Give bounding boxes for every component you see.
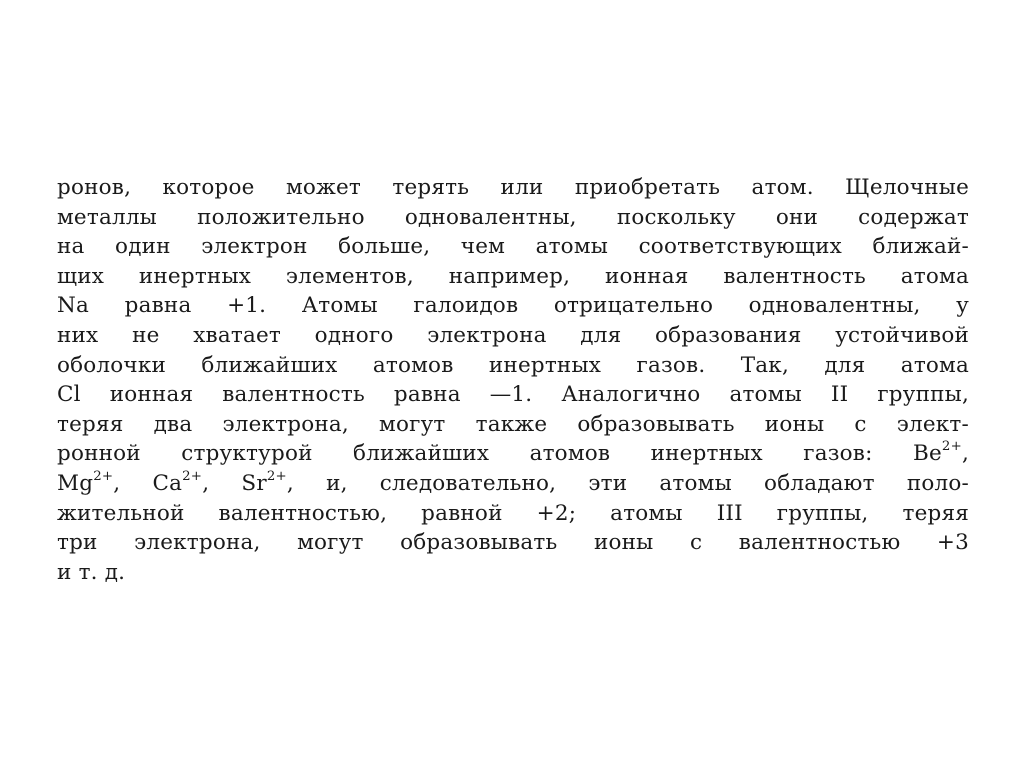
text-line: на один электрон больше, чем атомы соответствующих ближай- [57, 234, 969, 260]
charge-superscript: 2+ [182, 468, 203, 484]
separator: , [113, 470, 153, 496]
text-block [57, 173, 969, 587]
text-line: щих инертных элементов, например, ионная валентность атома [57, 263, 969, 289]
text-line: ронов, которое может терять или приобретать атом. Щелочные [57, 175, 969, 200]
charge-superscript: 2+ [266, 468, 287, 484]
line-text: , и, следовательно, эти атомы обладают поло- [286, 470, 969, 496]
text-line: теряя два электрона, могут также образовывать ионы с элект- [57, 411, 969, 437]
line-punct: , [961, 441, 969, 467]
element-mg: Mg [57, 470, 94, 496]
text-line: них не хватает одного электрона для образования устойчивой [57, 322, 969, 348]
element-sr: Sr [241, 470, 267, 496]
text-line: и т. д. [57, 559, 126, 585]
text-line [57, 439, 969, 469]
text-line: жительной валентностью, равной +2; атомы III группы, теряя [57, 500, 969, 526]
text-line: три электрона, могут образовывать ионы с валентностью +3 [57, 530, 969, 556]
separator: , [202, 470, 242, 496]
text-line: Na равна +1. Атомы галоидов отрицательно одновалентны, у [57, 293, 969, 319]
charge-superscript: 2+ [941, 439, 962, 455]
text-line: металлы положительно одновалентны, поскольку они содержат [57, 204, 969, 230]
element-ca: Ca [152, 470, 183, 496]
text-line [57, 469, 969, 499]
line-text: ронной структурой ближайших атомов инертных газов: Be [57, 441, 942, 467]
text-line: оболочки ближайших атомов инертных газов. Так, для атома [57, 352, 969, 378]
charge-superscript: 2+ [93, 468, 114, 484]
text-line: Cl ионная валентность равна —1. Аналогично атомы II группы, [57, 382, 969, 408]
